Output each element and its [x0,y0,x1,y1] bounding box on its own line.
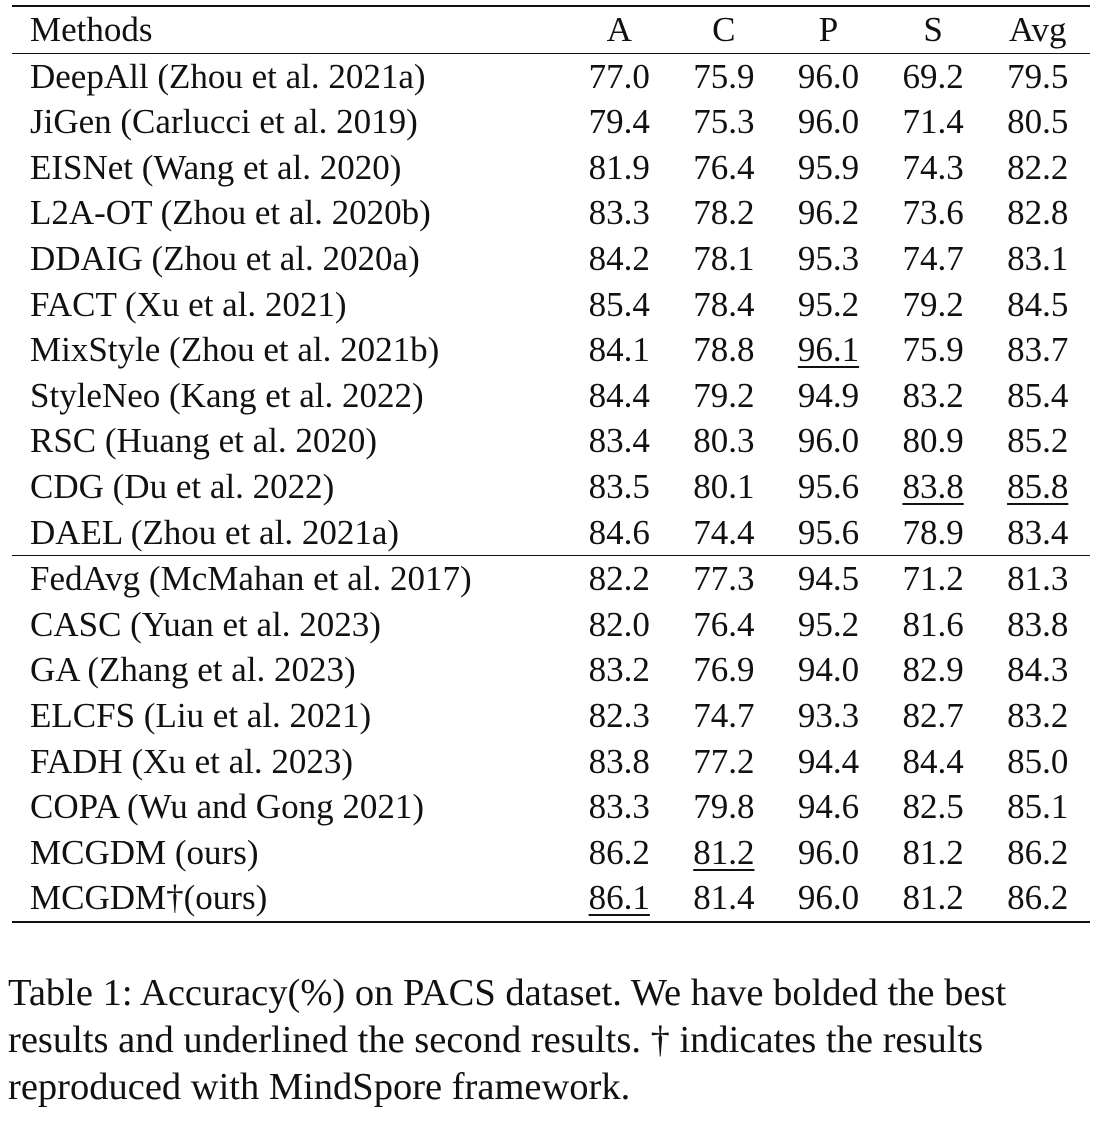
header-avg: Avg [1008,10,1067,49]
header-methods: Methods [30,10,153,49]
value-a: 82.3 [588,695,650,735]
value-c: 76.4 [693,147,755,187]
table-row [12,53,1090,99]
value-p: 96.0 [797,56,860,96]
table-row [12,830,1090,876]
method-cell: CASC (Yuan et al. 2023) [30,604,381,644]
value-c: 74.4 [693,512,755,552]
value-avg-best: 86.2 [1007,832,1069,872]
value-p: 96.0 [776,875,881,922]
value-a: 82.2 [567,556,672,602]
table-row [12,236,1090,282]
value-a-second [567,875,672,922]
table-row [12,510,1090,556]
pacs-accuracy-table [12,5,1090,923]
method-cell: MixStyle (Zhou et al. 2021b) [30,330,440,370]
method-cell: DDAIG (Zhou et al. 2020a) [30,238,420,278]
underlined-value: 86.1 [588,878,650,918]
table-caption: Table 1: Accuracy(%) on PACS dataset. We have bolded the best results and underlined the second results. † indicates the results reproduced with MindSpore framework. [8,972,1007,1108]
value-p: 94.4 [797,741,860,781]
value-p: 94.6 [797,787,860,827]
table-row [12,647,1090,693]
table-row [12,693,1090,739]
method-cell: MCGDM†(ours) [12,875,567,922]
value-avg: 83.4 [1007,512,1069,552]
value-p: 96.0 [797,421,860,461]
header-a: A [606,10,632,49]
value-c: 78.1 [693,238,755,278]
method-cell: EISNet (Wang et al. 2020) [30,147,402,187]
value-a: 84.6 [588,512,650,552]
method-cell: ELCFS (Liu et al. 2021) [30,695,372,735]
value-avg: 83.2 [1007,695,1069,735]
value-a: 79.4 [588,102,650,142]
table-row [12,99,1090,145]
table-row [12,875,1090,922]
value-p: 93.3 [797,695,860,735]
value-p: 94.5 [776,556,881,602]
method-cell: L2A-OT (Zhou et al. 2020b) [30,193,431,233]
value-avg: 84.5 [1007,284,1069,324]
value-s: 71.2 [881,556,986,602]
value-a: 81.9 [588,147,650,187]
method-cell: FADH (Xu et al. 2023) [30,741,354,781]
table-group-federated [12,556,1090,922]
table-group-centralized [12,53,1090,556]
underlined-value: 81.2 [693,832,755,872]
method-cell: DeepAll (Zhou et al. 2021a) [30,56,426,96]
value-c: 77.3 [672,556,777,602]
value-p: 95.9 [797,147,860,187]
value-c: 75.3 [693,102,755,142]
value-avg: 85.2 [1007,421,1069,461]
value-a: 82.0 [588,604,650,644]
table-row [12,145,1090,191]
value-c-second [672,830,777,876]
header-c: C [712,10,736,49]
value-c: 79.8 [693,787,755,827]
value-avg: 80.5 [1007,102,1069,142]
header-row [12,6,1090,53]
value-a: 84.2 [588,238,650,278]
method-cell: COPA (Wu and Gong 2021) [30,787,424,827]
value-avg: 83.1 [1007,238,1069,278]
value-s: 81.2 [902,832,964,872]
value-s: 81.6 [902,604,964,644]
method-cell: FACT (Xu et al. 2021) [30,284,347,324]
value-a: 77.0 [588,56,650,96]
value-s: 74.7 [902,238,964,278]
method-cell: FedAvg (McMahan et al. 2017) [12,556,567,602]
underlined-value: 85.8 [1007,466,1069,506]
value-c: 78.8 [693,330,755,370]
value-c: 74.7 [693,695,755,735]
value-c: 78.4 [693,284,755,324]
results-table-container [12,5,1090,923]
underlined-value: 83.8 [902,466,964,506]
value-s: 75.9 [902,330,964,370]
value-s: 83.2 [902,375,964,415]
value-avg: 85.0 [1007,741,1069,781]
value-a: 84.4 [588,375,650,415]
table-row [12,190,1090,236]
value-a: 83.3 [588,787,650,827]
value-a-best: 86.2 [588,832,650,872]
value-a: 83.3 [588,193,650,233]
value-s: 78.9 [902,512,964,552]
underlined-value: 96.1 [797,330,860,370]
value-a: 85.4 [588,284,650,324]
value-s: 82.7 [902,695,964,735]
value-avg: 83.7 [1007,330,1069,370]
value-p-best: 96.2 [797,193,860,233]
value-p: 94.9 [797,375,860,415]
value-avg: 82.8 [1007,193,1069,233]
value-c-best: 81.4 [672,875,777,922]
value-s: 79.2 [902,284,964,324]
value-avg-best: 86.2 [985,875,1090,922]
value-c: 78.2 [693,193,755,233]
value-a: 84.1 [588,330,650,370]
value-avg: 85.1 [1007,787,1069,827]
value-avg: 84.3 [1007,650,1069,690]
method-cell: DAEL (Zhou et al. 2021a) [30,512,400,552]
header-s: S [923,10,943,49]
value-p: 94.0 [797,650,860,690]
value-s-best: 84.4 [902,741,964,781]
table-row [12,464,1090,510]
value-p-second [776,327,881,373]
value-s: 71.4 [902,102,964,142]
value-avg: 85.4 [1007,375,1069,415]
value-s: 82.9 [902,650,964,690]
method-cell: MCGDM (ours) [30,832,259,872]
value-a: 83.4 [588,421,650,461]
table-header [12,6,1090,53]
value-c: 76.4 [693,604,755,644]
method-cell: JiGen (Carlucci et al. 2019) [30,102,418,142]
method-cell: GA (Zhang et al. 2023) [30,650,356,690]
value-p: 96.0 [797,102,860,142]
value-p: 95.2 [797,284,860,324]
value-avg-second [985,464,1090,510]
value-c: 80.1 [693,466,755,506]
value-c: 77.2 [693,741,755,781]
table-row [12,784,1090,830]
value-p: 95.6 [797,466,860,506]
value-p: 95.3 [797,238,860,278]
value-s: 80.9 [902,421,964,461]
value-avg: 82.2 [1007,147,1069,187]
value-s-second [881,464,986,510]
value-c: 76.9 [693,650,755,690]
value-avg: 81.3 [985,556,1090,602]
value-c: 75.9 [693,56,755,96]
table-row [12,602,1090,648]
table-row [12,556,1090,602]
value-s: 73.6 [902,193,964,233]
value-s: 81.2 [881,875,986,922]
method-cell: RSC (Huang et al. 2020) [30,421,378,461]
value-p: 96.0 [797,832,860,872]
value-a: 83.2 [588,650,650,690]
method-cell: StyleNeo (Kang et al. 2022) [30,375,424,415]
value-avg: 79.5 [1007,56,1069,96]
value-c: 79.2 [693,375,755,415]
value-c: 80.3 [693,421,755,461]
table-row [12,327,1090,373]
value-a: 83.8 [588,741,650,781]
table-row [12,418,1090,464]
table-row [12,282,1090,328]
value-s: 82.5 [902,787,964,827]
value-p: 95.2 [797,604,860,644]
table-row [12,373,1090,419]
method-cell: CDG (Du et al. 2022) [30,466,335,506]
value-a: 83.5 [588,466,650,506]
value-s: 69.2 [902,56,964,96]
value-s: 74.3 [902,147,964,187]
value-avg: 83.8 [1007,604,1069,644]
value-p: 95.6 [797,512,860,552]
header-p: P [818,10,839,49]
table-row [12,739,1090,785]
